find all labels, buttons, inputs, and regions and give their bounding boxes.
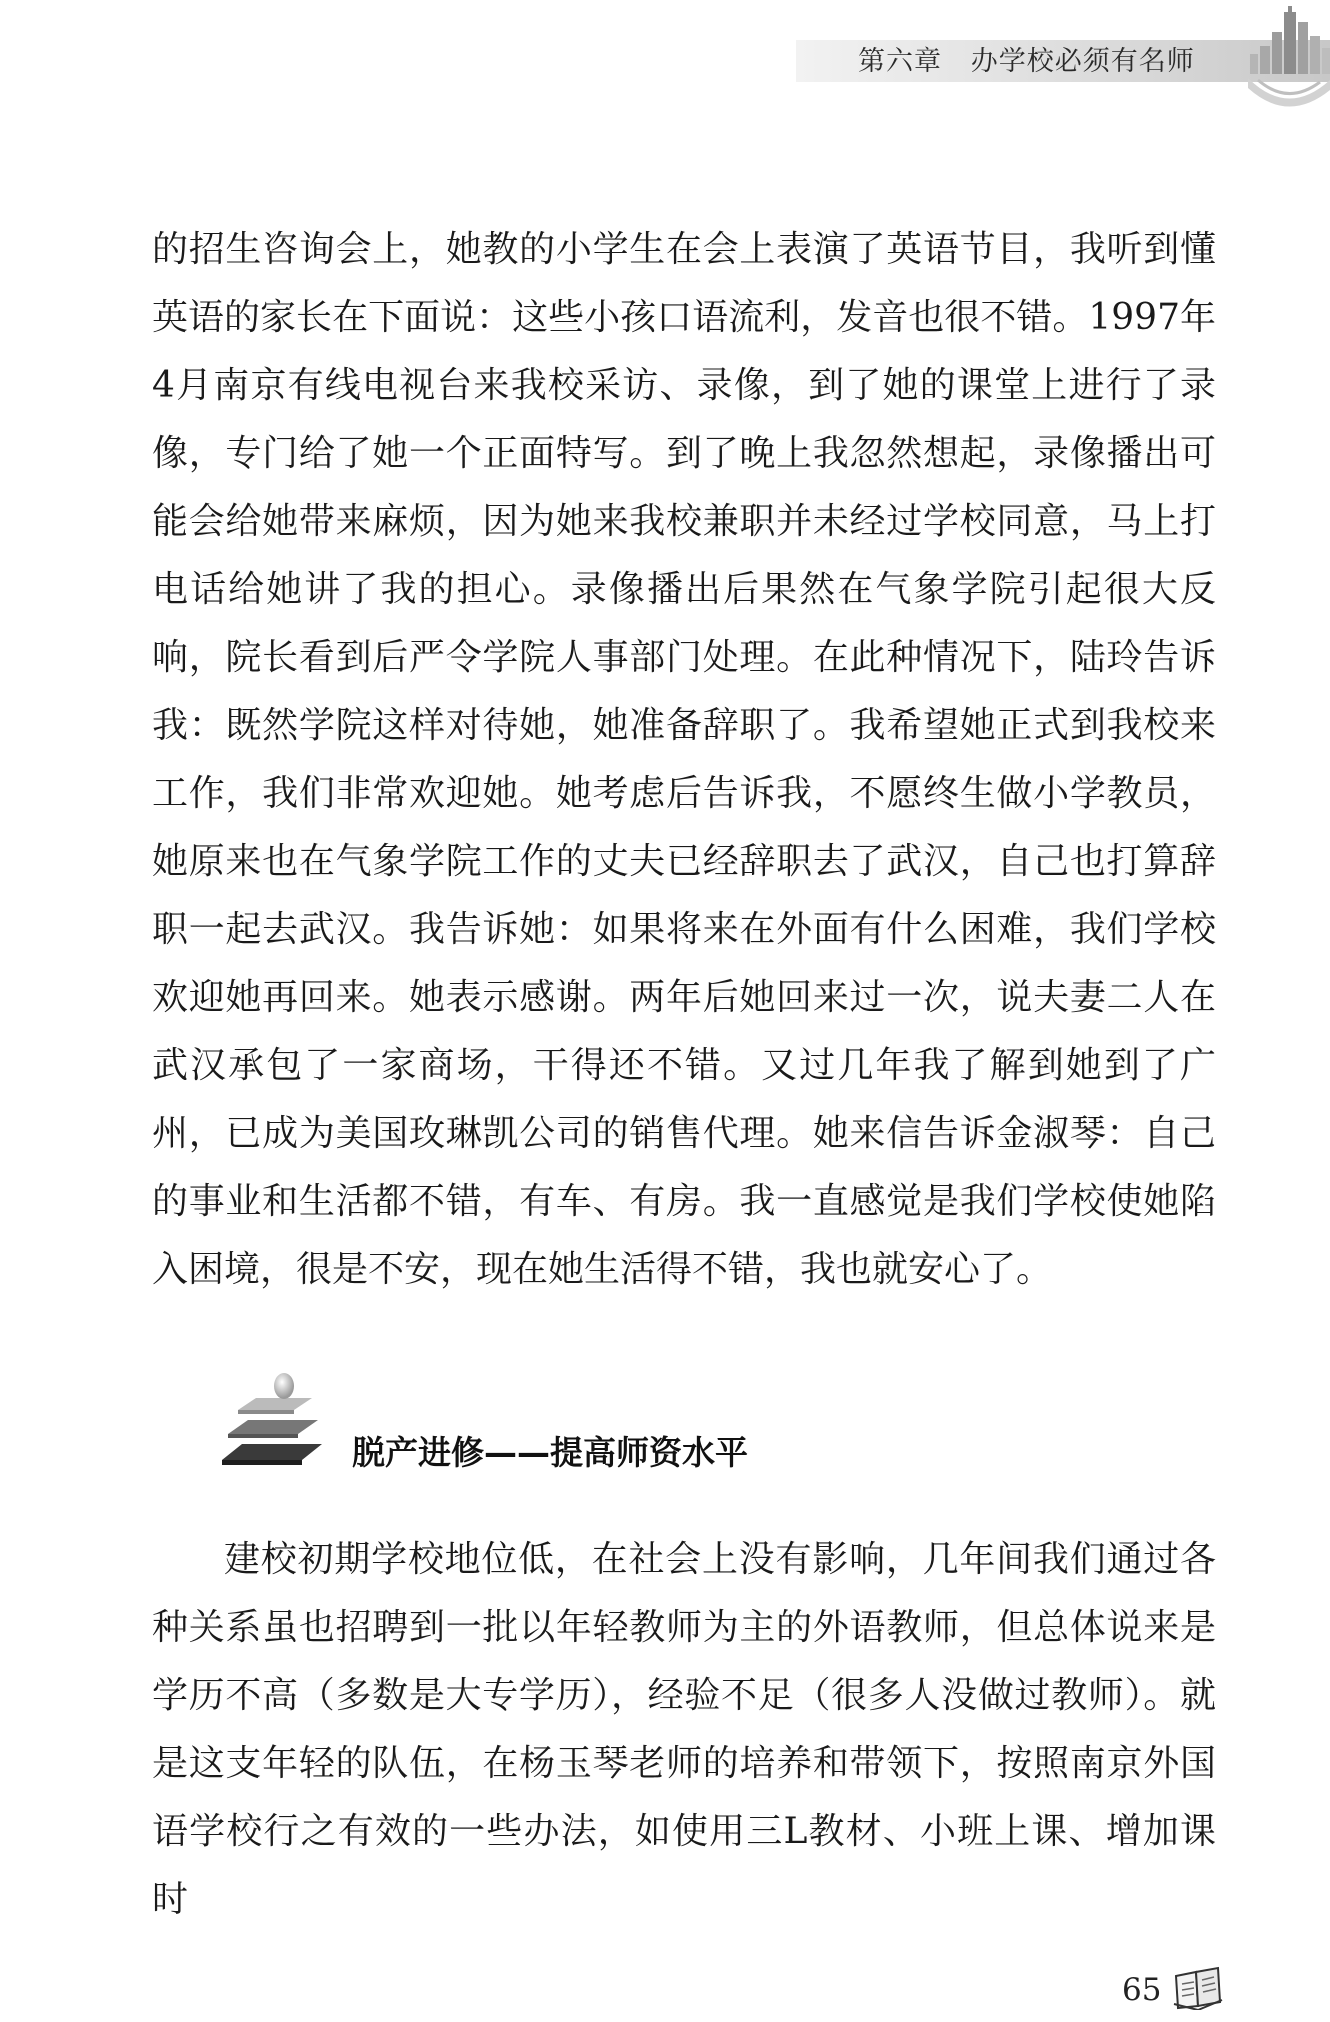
chapter-title: 办学校必须有名师 — [970, 46, 1195, 77]
body-paragraph: 建校初期学校地位低，在社会上没有影响，几年间我们通过各种关系虽也招聘到一批以年轻教师为主的外语教师，但总体说来是学历不高（多数是大专学历），经验不足（很多人没做过教师）。就是这支年轻的队伍，在杨玉琴老师的培养和带领下，按照南京外国语学校行之有效的一些办法，如使用三L教材、小班上课、增加课时 — [152, 1539, 1216, 1920]
building-skyline-icon — [1244, 6, 1330, 118]
body-paragraph: 的招生咨询会上，她教的小学生在会上表演了英语节目，我听到懂英语的家长在下面说：这些小孩口语流利，发音也很不错。1997年4月南京有线电视台来我校采访、录像，到了她的课堂上进行了录像，专门给了她一个正面特写。到了晚上我忽然想起，录像播出可能会给她带来麻烦，因为她来我校兼职并未经过学校同意，马上打电话给她讲了我的担心。录像播出后果然在气象学院引起很大反响，院长看到后严令学院人事部门处理。在此种情况下，陆玲告诉我：既然学院这样对待她，她准备辞职了。我希望她正式到我校来工作，我们非常欢迎她。她考虑后告诉我，不愿终生做小学教员，她原来也在气象学院工作的丈夫已经辞职去了武汉，自己也打算辞职一起去武汉。我告诉她：如果将来在外面有什么困难，我们学校欢迎她再回来。她表示感谢。两年后她回来过一次，说夫妻二人在武汉承包了一家商场，干得还不错。又过几年我了解到她到了广州，已成为美国玫琳凯公司的销售代理。她来信告诉金淑琴：自己的事业和生活都不错，有车、有房。我一直感觉是我们学校使她陷入困境，很是不安，现在她生活得不错，我也就安心了。 — [152, 229, 1216, 1290]
section-title: 脱产进修——提高师资水平 — [352, 1433, 748, 1472]
page-number: 65 — [1122, 1972, 1162, 2008]
stacked-layers-icon — [222, 1370, 340, 1470]
book-icon — [1172, 1964, 1224, 2010]
chapter-label: 第六章 — [858, 46, 942, 77]
running-header — [858, 42, 1195, 82]
